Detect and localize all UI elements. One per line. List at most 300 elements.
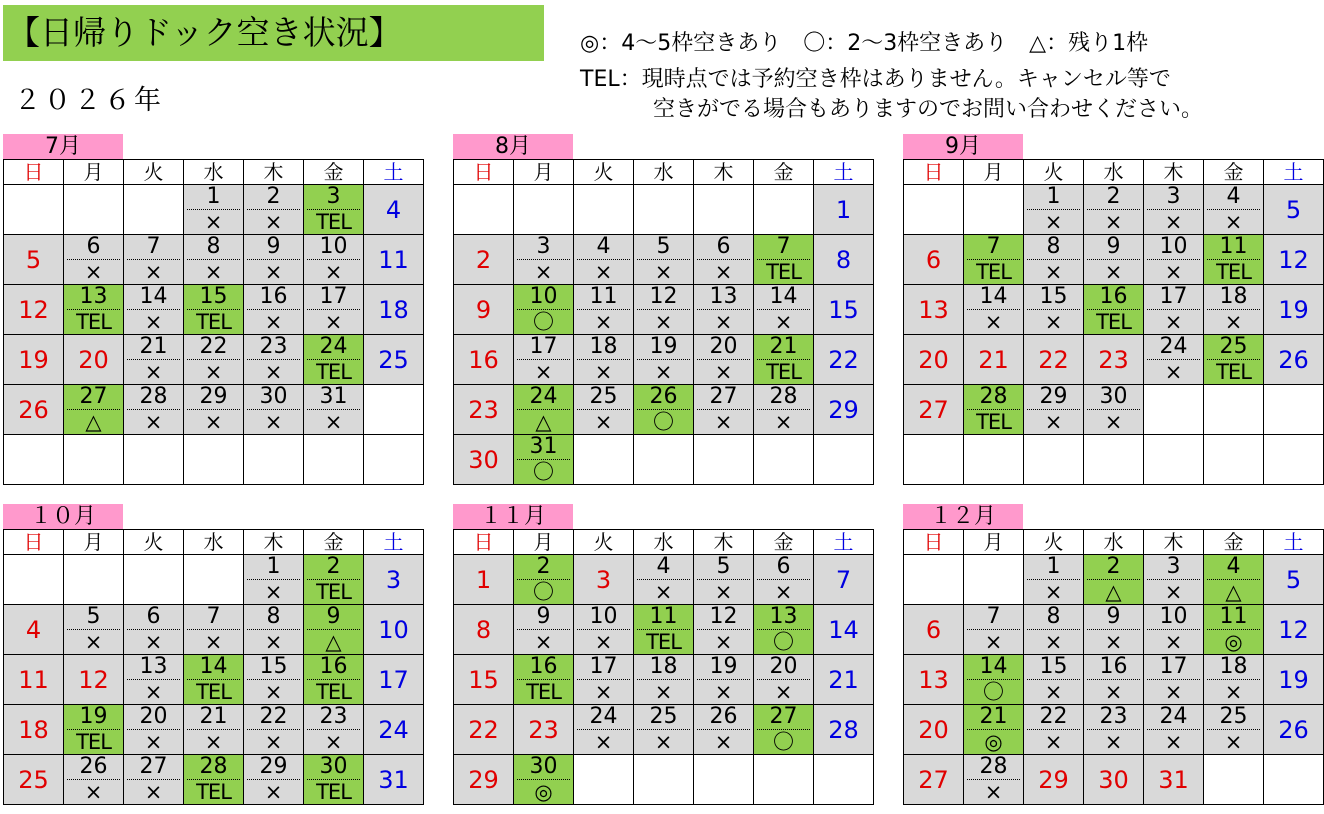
day-cell [4, 605, 64, 655]
day-cell [124, 335, 184, 385]
day-cell [1024, 705, 1084, 755]
availability-status: × [774, 680, 793, 704]
weekday-header-row [904, 530, 1324, 555]
day-cell [814, 385, 874, 435]
day-number: 7 [835, 565, 852, 594]
day-number: 8 [187, 235, 240, 260]
day-cell [964, 605, 1024, 655]
availability-status: × [1044, 730, 1063, 754]
day-cell [904, 385, 964, 435]
availability-status: × [594, 260, 613, 284]
availability-status: × [714, 680, 733, 704]
day-number: 16 [1087, 285, 1140, 310]
availability-status: 〇 [533, 580, 554, 604]
weekday-header: 日 [454, 160, 514, 185]
day-cell [574, 235, 634, 285]
day-number: 27 [67, 385, 120, 410]
day-cell [904, 435, 964, 485]
day-number: 25 [1207, 705, 1260, 730]
weekday-header: 火 [1024, 530, 1084, 555]
day-cell [184, 285, 244, 335]
day-number: 19 [67, 705, 120, 730]
availability-status: × [264, 730, 283, 754]
availability-status: × [144, 310, 163, 334]
calendar-grid [3, 159, 424, 485]
day-cell [1204, 555, 1264, 605]
weekday-header: 月 [964, 160, 1024, 185]
day-number: 12 [1278, 615, 1309, 644]
day-number: 13 [757, 605, 810, 630]
day-number: 5 [697, 555, 750, 580]
week-row [904, 235, 1324, 285]
availability-status: × [714, 310, 733, 334]
legend-tel-note-cont: 空きがでる場合もありますのでお問い合わせください。 [653, 97, 1204, 122]
day-number: 3 [385, 565, 402, 594]
day-number: 6 [757, 555, 810, 580]
availability-status: × [654, 260, 673, 284]
day-cell [634, 755, 694, 805]
availability-status: TEL [1216, 260, 1251, 284]
day-cell [964, 385, 1024, 435]
day-cell [1264, 385, 1324, 435]
day-number: 20 [918, 715, 949, 744]
day-cell [1144, 605, 1204, 655]
availability-status: TEL [646, 630, 681, 654]
weekday-header: 木 [244, 160, 304, 185]
availability-status: × [264, 210, 283, 234]
day-cell [64, 435, 124, 485]
day-number: 4 [1207, 185, 1260, 210]
day-cell [904, 655, 964, 705]
day-cell [634, 335, 694, 385]
day-cell [1144, 185, 1204, 235]
day-cell [364, 185, 424, 235]
day-cell [964, 235, 1024, 285]
day-cell [364, 655, 424, 705]
day-cell [454, 385, 514, 435]
day-cell [64, 655, 124, 705]
availability-status: × [264, 780, 283, 804]
week-row [904, 185, 1324, 235]
day-cell [64, 555, 124, 605]
day-number: 18 [577, 335, 630, 360]
week-row [4, 335, 424, 385]
day-number: 2 [247, 185, 300, 210]
day-cell [574, 285, 634, 335]
day-number: 30 [517, 755, 570, 780]
day-number: 14 [127, 285, 180, 310]
day-number: 1 [1027, 185, 1080, 210]
day-cell [364, 755, 424, 805]
weekday-header: 金 [754, 160, 814, 185]
day-number: 7 [967, 605, 1020, 630]
day-cell [1084, 285, 1144, 335]
availability-status: × [594, 680, 613, 704]
day-number: 23 [1087, 705, 1140, 730]
week-row [904, 335, 1324, 385]
day-cell [454, 705, 514, 755]
year-label: ２０２６年 [14, 85, 164, 116]
day-number: 11 [18, 665, 49, 694]
day-number: 31 [517, 435, 570, 460]
availability-status: × [324, 310, 343, 334]
day-number: 31 [378, 765, 409, 794]
day-number: 27 [127, 755, 180, 780]
weekday-header: 土 [1264, 530, 1324, 555]
day-number: 22 [1038, 345, 1069, 374]
calendar-grid [903, 529, 1324, 805]
day-cell [754, 435, 814, 485]
day-cell [634, 285, 694, 335]
availability-status: × [84, 780, 103, 804]
week-row [454, 755, 874, 805]
day-number: 2 [1087, 555, 1140, 580]
availability-status: × [534, 360, 553, 384]
day-number: 20 [697, 335, 750, 360]
availability-status: △ [1105, 580, 1122, 604]
day-cell [1204, 605, 1264, 655]
availability-status: × [144, 630, 163, 654]
day-number: 20 [918, 345, 949, 374]
weekday-header: 水 [634, 160, 694, 185]
day-cell [1144, 435, 1204, 485]
day-number: 19 [637, 335, 690, 360]
day-cell [1204, 235, 1264, 285]
availability-status: × [1224, 210, 1243, 234]
day-number: 12 [637, 285, 690, 310]
day-number: 11 [1207, 235, 1260, 260]
weekday-header-row [454, 530, 874, 555]
day-number: 5 [1285, 195, 1302, 224]
day-cell [754, 605, 814, 655]
day-cell [694, 655, 754, 705]
day-cell [304, 385, 364, 435]
availability-status: × [84, 260, 103, 284]
availability-status: × [1224, 310, 1243, 334]
day-cell [454, 335, 514, 385]
day-number: 16 [517, 655, 570, 680]
weekday-header: 火 [574, 160, 634, 185]
availability-status: × [1164, 630, 1183, 654]
day-cell [64, 705, 124, 755]
day-number: 21 [967, 705, 1020, 730]
weekday-header: 日 [454, 530, 514, 555]
day-number: 10 [1147, 235, 1200, 260]
day-cell [244, 705, 304, 755]
week-row [4, 555, 424, 605]
day-cell [124, 705, 184, 755]
availability-status: × [1104, 680, 1123, 704]
availability-status: × [204, 410, 223, 434]
day-number: 5 [1285, 565, 1302, 594]
day-number: 12 [18, 295, 49, 324]
day-cell [1264, 605, 1324, 655]
day-number: 17 [577, 655, 630, 680]
day-number: 27 [757, 705, 810, 730]
day-number: 7 [967, 235, 1020, 260]
day-cell [904, 755, 964, 805]
day-number: 16 [247, 285, 300, 310]
day-cell [184, 705, 244, 755]
day-number: 15 [828, 295, 859, 324]
day-cell [304, 235, 364, 285]
day-cell [1084, 555, 1144, 605]
day-cell [1264, 285, 1324, 335]
day-number: 11 [637, 605, 690, 630]
day-number: 20 [757, 655, 810, 680]
day-cell [1204, 385, 1264, 435]
day-cell [814, 605, 874, 655]
day-cell [574, 335, 634, 385]
availability-status: × [204, 210, 223, 234]
day-cell [964, 185, 1024, 235]
day-number: 19 [1278, 665, 1309, 694]
day-cell [364, 555, 424, 605]
day-number: 11 [1207, 605, 1260, 630]
day-number: 4 [25, 615, 42, 644]
day-number: 2 [1087, 185, 1140, 210]
day-cell [1144, 755, 1204, 805]
availability-status: × [264, 630, 283, 654]
day-number: 29 [1027, 385, 1080, 410]
day-cell [124, 285, 184, 335]
day-number: 20 [127, 705, 180, 730]
weekday-header: 金 [1204, 530, 1264, 555]
day-number: 25 [637, 705, 690, 730]
availability-status: × [1044, 310, 1063, 334]
availability-status: × [204, 360, 223, 384]
day-number: 5 [67, 605, 120, 630]
day-cell [634, 555, 694, 605]
day-cell [1084, 435, 1144, 485]
day-cell [1204, 655, 1264, 705]
day-cell [904, 705, 964, 755]
availability-status: × [264, 680, 283, 704]
day-cell [1084, 185, 1144, 235]
day-number: 30 [247, 385, 300, 410]
day-cell [184, 385, 244, 435]
legend-symbols: ◎：4～5枠空きあり 〇：2～3枠空きあり △：残り1枠 [580, 31, 1149, 56]
day-cell [814, 705, 874, 755]
day-cell [574, 555, 634, 605]
day-number: 2 [307, 555, 360, 580]
day-cell [364, 705, 424, 755]
day-number: 15 [1027, 285, 1080, 310]
day-cell [454, 605, 514, 655]
day-number: 3 [1147, 555, 1200, 580]
day-cell [964, 705, 1024, 755]
availability-status: × [534, 630, 553, 654]
availability-status: × [984, 310, 1003, 334]
day-cell [574, 185, 634, 235]
day-number: 28 [828, 715, 859, 744]
day-number: 11 [378, 245, 409, 274]
day-cell [454, 185, 514, 235]
day-number: 13 [67, 285, 120, 310]
day-cell [514, 555, 574, 605]
availability-status: × [84, 630, 103, 654]
day-cell [184, 435, 244, 485]
week-row [904, 755, 1324, 805]
week-row [4, 705, 424, 755]
day-cell [1024, 755, 1084, 805]
day-cell [244, 435, 304, 485]
day-number: 3 [595, 565, 612, 594]
day-number: 8 [247, 605, 300, 630]
day-cell [4, 755, 64, 805]
day-number: 23 [1098, 345, 1129, 374]
availability-status: × [714, 630, 733, 654]
day-cell [634, 605, 694, 655]
weekday-header: 水 [1084, 530, 1144, 555]
day-cell [1024, 285, 1084, 335]
day-cell [4, 435, 64, 485]
availability-status: × [1164, 210, 1183, 234]
availability-status: TEL [316, 580, 351, 604]
calendar-grid [453, 529, 874, 805]
day-cell [694, 605, 754, 655]
day-cell [754, 705, 814, 755]
week-row [4, 185, 424, 235]
day-cell [1024, 335, 1084, 385]
availability-status: × [1044, 580, 1063, 604]
day-number: 28 [967, 755, 1020, 780]
week-row [454, 655, 874, 705]
day-cell [904, 335, 964, 385]
availability-status: × [144, 680, 163, 704]
page-title: 【日帰りドック空き状況】 [3, 5, 544, 61]
day-cell [574, 705, 634, 755]
availability-status: × [1164, 260, 1183, 284]
day-number: 1 [475, 565, 492, 594]
day-cell [1264, 705, 1324, 755]
day-cell [244, 285, 304, 335]
day-number: 29 [1038, 765, 1069, 794]
day-cell [304, 555, 364, 605]
day-number: 13 [918, 295, 949, 324]
day-number: 15 [247, 655, 300, 680]
day-number: 25 [378, 345, 409, 374]
day-number: 26 [67, 755, 120, 780]
day-cell [124, 555, 184, 605]
weekday-header: 木 [244, 530, 304, 555]
day-number: 10 [1147, 605, 1200, 630]
availability-status: △ [535, 410, 552, 434]
day-number: 24 [1147, 335, 1200, 360]
day-number: 14 [187, 655, 240, 680]
availability-status: × [1164, 730, 1183, 754]
legend-tel-note: TEL：現時点では予約空き枠はありません。キャンセル等で [580, 67, 1171, 92]
weekday-header: 水 [184, 160, 244, 185]
day-cell [1264, 185, 1324, 235]
availability-status: × [1164, 360, 1183, 384]
day-cell [514, 235, 574, 285]
availability-status: × [1104, 730, 1123, 754]
week-row [454, 555, 874, 605]
day-cell [964, 555, 1024, 605]
day-cell [1084, 755, 1144, 805]
day-cell [514, 605, 574, 655]
day-cell [694, 185, 754, 235]
day-cell [634, 705, 694, 755]
day-cell [64, 605, 124, 655]
day-cell [904, 605, 964, 655]
day-cell [4, 555, 64, 605]
weekday-header: 金 [304, 160, 364, 185]
day-number: 9 [517, 605, 570, 630]
day-cell [1204, 755, 1264, 805]
day-number: 16 [468, 345, 499, 374]
day-number: 17 [307, 285, 360, 310]
day-cell [124, 235, 184, 285]
day-cell [364, 385, 424, 435]
day-cell [1144, 705, 1204, 755]
day-number: 10 [378, 615, 409, 644]
weekday-header: 月 [64, 530, 124, 555]
day-number: 15 [1027, 655, 1080, 680]
day-number: 26 [637, 385, 690, 410]
day-cell [634, 235, 694, 285]
day-cell [4, 385, 64, 435]
day-cell [694, 285, 754, 335]
day-number: 17 [1147, 285, 1200, 310]
day-cell [304, 185, 364, 235]
day-cell [1144, 235, 1204, 285]
availability-status: TEL [1216, 360, 1251, 384]
day-cell [454, 555, 514, 605]
day-cell [364, 285, 424, 335]
day-number: 2 [517, 555, 570, 580]
weekday-header: 日 [904, 160, 964, 185]
day-cell [814, 555, 874, 605]
availability-status: × [774, 410, 793, 434]
day-cell [514, 385, 574, 435]
day-number: 10 [577, 605, 630, 630]
availability-status: × [984, 630, 1003, 654]
day-cell [904, 285, 964, 335]
week-row [4, 605, 424, 655]
day-cell [964, 755, 1024, 805]
day-number: 9 [1087, 235, 1140, 260]
day-cell [514, 755, 574, 805]
weekday-header-row [904, 160, 1324, 185]
weekday-header: 金 [1204, 160, 1264, 185]
day-cell [904, 185, 964, 235]
availability-status: × [264, 310, 283, 334]
weekday-header: 土 [1264, 160, 1324, 185]
weekday-header: 土 [814, 160, 874, 185]
weekday-header: 木 [1144, 530, 1204, 555]
calendar-grid [3, 529, 424, 805]
day-cell [124, 185, 184, 235]
day-cell [244, 755, 304, 805]
day-number: 20 [78, 345, 109, 374]
day-cell [754, 235, 814, 285]
day-number: 18 [1207, 285, 1260, 310]
day-cell [1144, 285, 1204, 335]
day-number: 18 [637, 655, 690, 680]
day-cell [1264, 435, 1324, 485]
month-label: １１月 [453, 504, 573, 530]
availability-status: △ [325, 630, 342, 654]
day-number: 12 [1278, 245, 1309, 274]
availability-status: × [324, 260, 343, 284]
day-cell [244, 235, 304, 285]
availability-status: × [324, 410, 343, 434]
availability-status: TEL [766, 260, 801, 284]
day-number: 1 [835, 195, 852, 224]
availability-status: × [1044, 680, 1063, 704]
